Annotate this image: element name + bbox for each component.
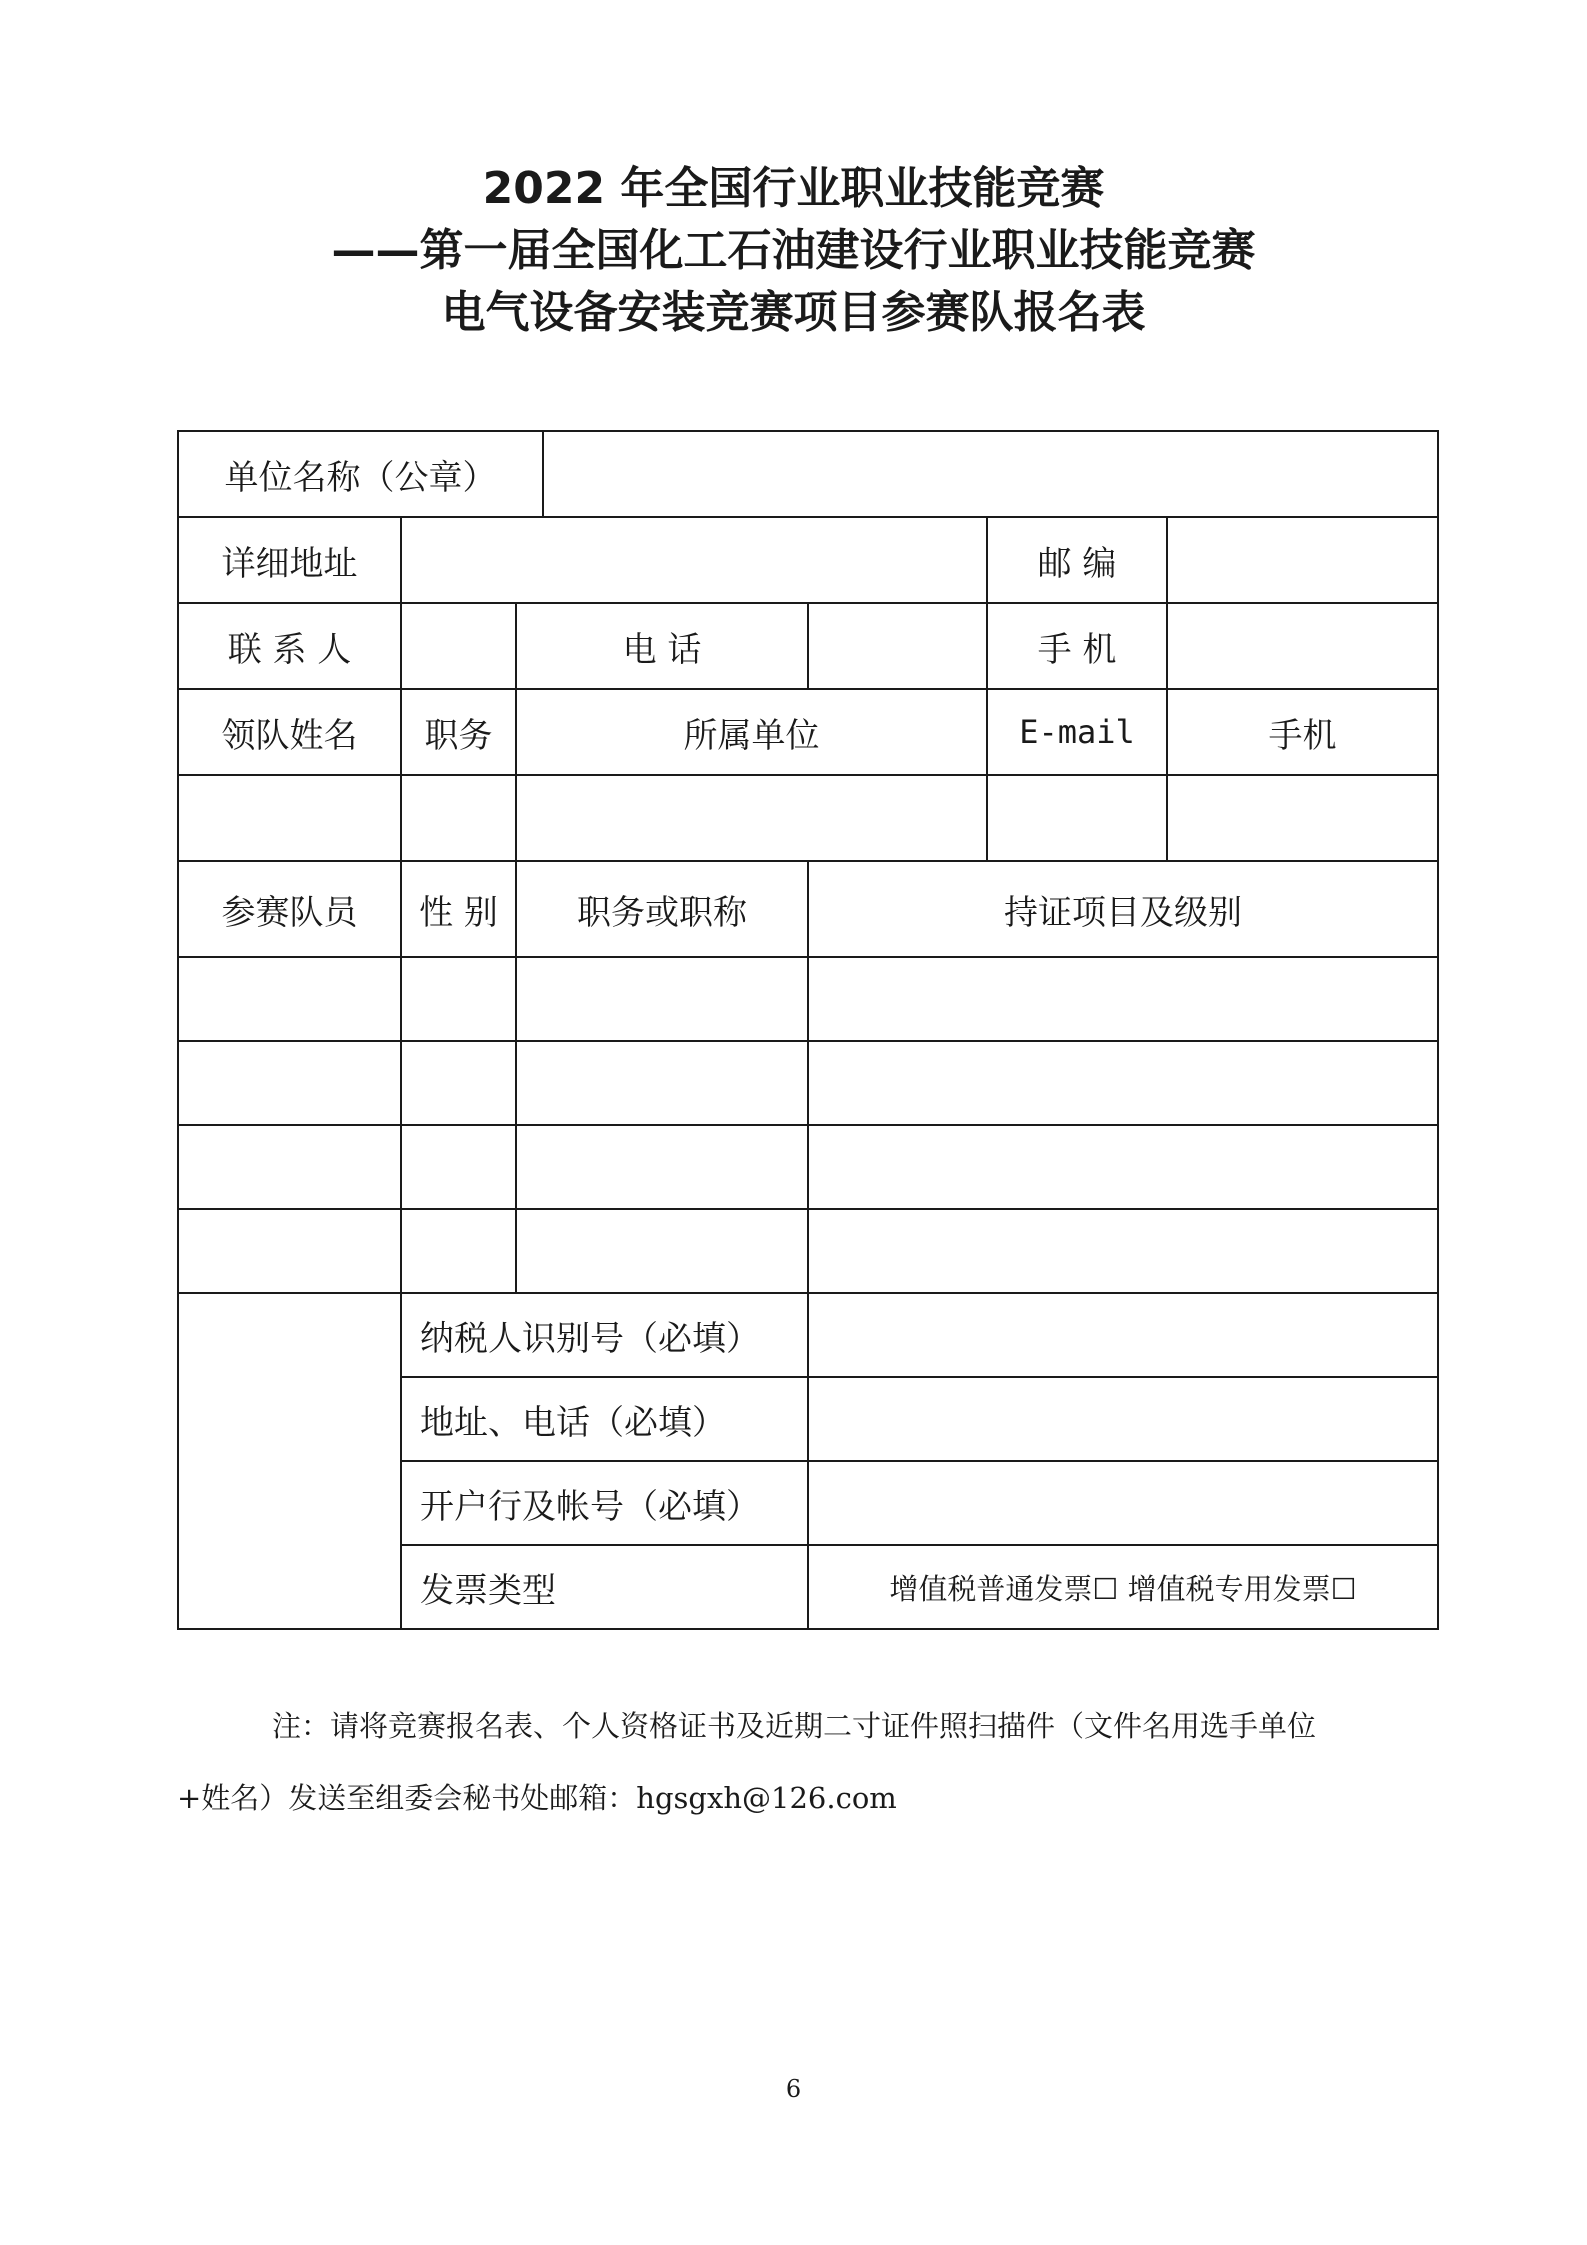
leader-header-name: 领队姓名 [178,689,401,775]
leader-name-field[interactable] [178,775,401,861]
mobile-label: 手 机 [987,603,1167,689]
member-certificate-field[interactable] [808,1209,1438,1293]
member-title-field[interactable] [516,1041,808,1125]
member-row [178,1209,1438,1293]
member-title-field[interactable] [516,957,808,1041]
member-gender-field[interactable] [401,1125,516,1209]
member-gender-field[interactable] [401,1041,516,1125]
leader-position-field[interactable] [401,775,516,861]
member-name-field[interactable] [178,957,401,1041]
postcode-label: 邮 编 [987,517,1167,603]
leader-header-row [178,689,1438,775]
invoice-section-blank [178,1293,401,1629]
member-name-field[interactable] [178,1041,401,1125]
title-line-2: ——第一届全国化工石油建设行业职业技能竞赛 [331,225,1256,276]
mobile-field[interactable] [1167,603,1438,689]
member-header-row [178,861,1438,957]
member-row [178,1125,1438,1209]
leader-email-field[interactable] [987,775,1167,861]
title-line-1: 2022 年全国行业职业技能竞赛 [482,163,1105,214]
page-number: 6 [785,2075,802,2103]
member-certificate-field[interactable] [808,957,1438,1041]
address-phone-field[interactable] [808,1377,1438,1461]
leader-header-position: 职务 [401,689,516,775]
contact-field[interactable] [401,603,516,689]
phone-label: 电 话 [516,603,808,689]
unit-name-label: 单位名称（公章） [178,431,543,517]
member-header-title: 职务或职称 [516,861,808,957]
leader-mobile-field[interactable] [1167,775,1438,861]
address-field[interactable] [401,517,987,603]
member-name-field[interactable] [178,1209,401,1293]
leader-data-row [178,775,1438,861]
member-row [178,957,1438,1041]
bank-account-field[interactable] [808,1461,1438,1545]
address-row [178,517,1438,603]
address-phone-label: 地址、电话（必填） [401,1377,808,1461]
member-gender-field[interactable] [401,957,516,1041]
invoice-type-options[interactable]: 增值税普通发票☐ 增值税专用发票☐ [808,1545,1438,1629]
taxpayer-id-field[interactable] [808,1293,1438,1377]
unit-name-field[interactable] [543,431,1438,517]
member-title-field[interactable] [516,1209,808,1293]
registration-form-table [177,430,1439,1630]
taxpayer-id-row [178,1293,1438,1377]
note-line-1: 注：请将竞赛报名表、个人资格证书及近期二寸证件照扫描件（文件名用选手单位 [272,1709,1317,1743]
unit-name-row [178,431,1438,517]
member-row [178,1041,1438,1125]
note-line-2: +姓名）发送至组委会秘书处邮箱：hgsgxh@126.com [177,1781,897,1815]
title-line-3: 电气设备安装竞赛项目参赛队报名表 [441,287,1146,338]
postcode-field[interactable] [1167,517,1438,603]
member-gender-field[interactable] [401,1209,516,1293]
member-title-field[interactable] [516,1125,808,1209]
member-header-certificate: 持证项目及级别 [808,861,1438,957]
member-header-name: 参赛队员 [178,861,401,957]
leader-header-email: E-mail [987,689,1167,775]
phone-field[interactable] [808,603,987,689]
address-label: 详细地址 [178,517,401,603]
form-title [0,158,1587,344]
leader-header-unit: 所属单位 [516,689,987,775]
member-name-field[interactable] [178,1125,401,1209]
contact-row [178,603,1438,689]
member-certificate-field[interactable] [808,1125,1438,1209]
leader-unit-field[interactable] [516,775,987,861]
member-header-gender: 性 别 [401,861,516,957]
member-certificate-field[interactable] [808,1041,1438,1125]
contact-label: 联 系 人 [178,603,401,689]
submission-note [177,1690,1437,1834]
taxpayer-id-label: 纳税人识别号（必填） [401,1293,808,1377]
leader-header-mobile: 手机 [1167,689,1438,775]
invoice-type-label: 发票类型 [401,1545,808,1629]
bank-account-label: 开户行及帐号（必填） [401,1461,808,1545]
